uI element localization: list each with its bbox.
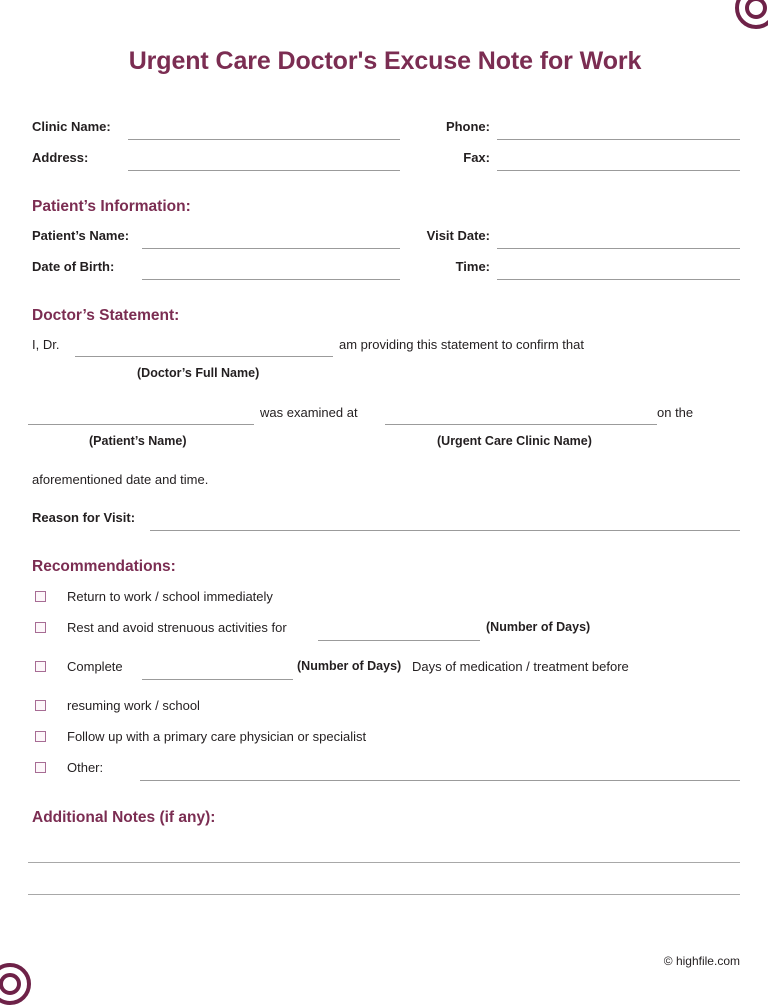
recommendation-label-return-to-work: Return to work / school immediately [67,589,273,604]
recommendation-label-resuming-work: resuming work / school [67,698,200,713]
additional-notes-line2[interactable] [28,894,740,895]
rest-days-caption: (Number of Days) [486,620,591,634]
statement-line1-prefix: I, Dr. [32,337,60,352]
date-of-birth-input-line[interactable] [142,279,400,280]
statement-patient-name-caption: (Patient’s Name) [89,434,187,448]
visit-date-input-line[interactable] [497,248,740,249]
recommendation-label-rest: Rest and avoid strenuous activities for [67,620,287,635]
page-title: Urgent Care Doctor's Excuse Note for Work [128,47,642,75]
statement-line1-suffix: am providing this statement to confirm that [339,337,584,352]
time-label: Time: [455,259,490,274]
fax-label: Fax: [463,150,490,165]
recommendation-label-complete-medication: Complete [67,659,123,674]
doctor-name-input-line[interactable] [75,356,333,357]
statement-clinic-name-input-line[interactable] [385,424,657,425]
date-of-birth-label: Date of Birth: [32,259,115,274]
doctor-statement-heading: Doctor’s Statement: [32,307,180,324]
decorative-ring-bottom-left-inner [0,973,21,995]
time-input-line[interactable] [497,279,740,280]
patient-name-label: Patient’s Name: [32,228,130,243]
recommendation-checkbox-rest[interactable] [35,622,46,633]
clinic-name-label: Clinic Name: [32,119,111,134]
fax-input-line[interactable] [497,170,740,171]
medication-days-caption: (Number of Days) [297,659,402,673]
footer-copyright: © highfile.com [663,954,740,968]
recommendation-checkbox-other[interactable] [35,762,46,773]
statement-line3: aforementioned date and time. [32,472,209,487]
recommendation-checkbox-follow-up[interactable] [35,731,46,742]
address-input-line[interactable] [128,170,400,171]
statement-line2-middle: was examined at [260,405,358,420]
recommendation-checkbox-return-to-work[interactable] [35,591,46,602]
recommendation-checkbox-resuming-work[interactable] [35,700,46,711]
recommendation-label-other: Other: [67,760,104,775]
patient-name-input-line[interactable] [142,248,400,249]
recommendation-checkbox-complete-medication[interactable] [35,661,46,672]
medication-days-input-line[interactable] [142,679,293,680]
clinic-name-input-line[interactable] [128,139,400,140]
other-input-line[interactable] [140,780,740,781]
recommendations-heading: Recommendations: [32,558,176,575]
patient-information-heading: Patient’s Information: [32,198,191,215]
reason-for-visit-input-line[interactable] [150,530,740,531]
visit-date-label: Visit Date: [426,228,490,243]
phone-label: Phone: [445,119,490,134]
statement-patient-name-input-line[interactable] [28,424,254,425]
phone-input-line[interactable] [497,139,740,140]
doctor-name-caption: (Doctor’s Full Name) [137,366,260,380]
recommendation-label-follow-up: Follow up with a primary care physician or specialist [67,729,367,744]
medication-days-suffix-text: Days of medication / treatment before [412,659,629,674]
address-label: Address: [32,150,89,165]
additional-notes-heading: Additional Notes (if any): [32,809,216,826]
additional-notes-line1[interactable] [28,862,740,863]
statement-line2-suffix: on the [657,405,694,420]
rest-days-input-line[interactable] [318,640,480,641]
statement-clinic-name-caption: (Urgent Care Clinic Name) [437,434,592,448]
reason-for-visit-label: Reason for Visit: [32,510,136,525]
